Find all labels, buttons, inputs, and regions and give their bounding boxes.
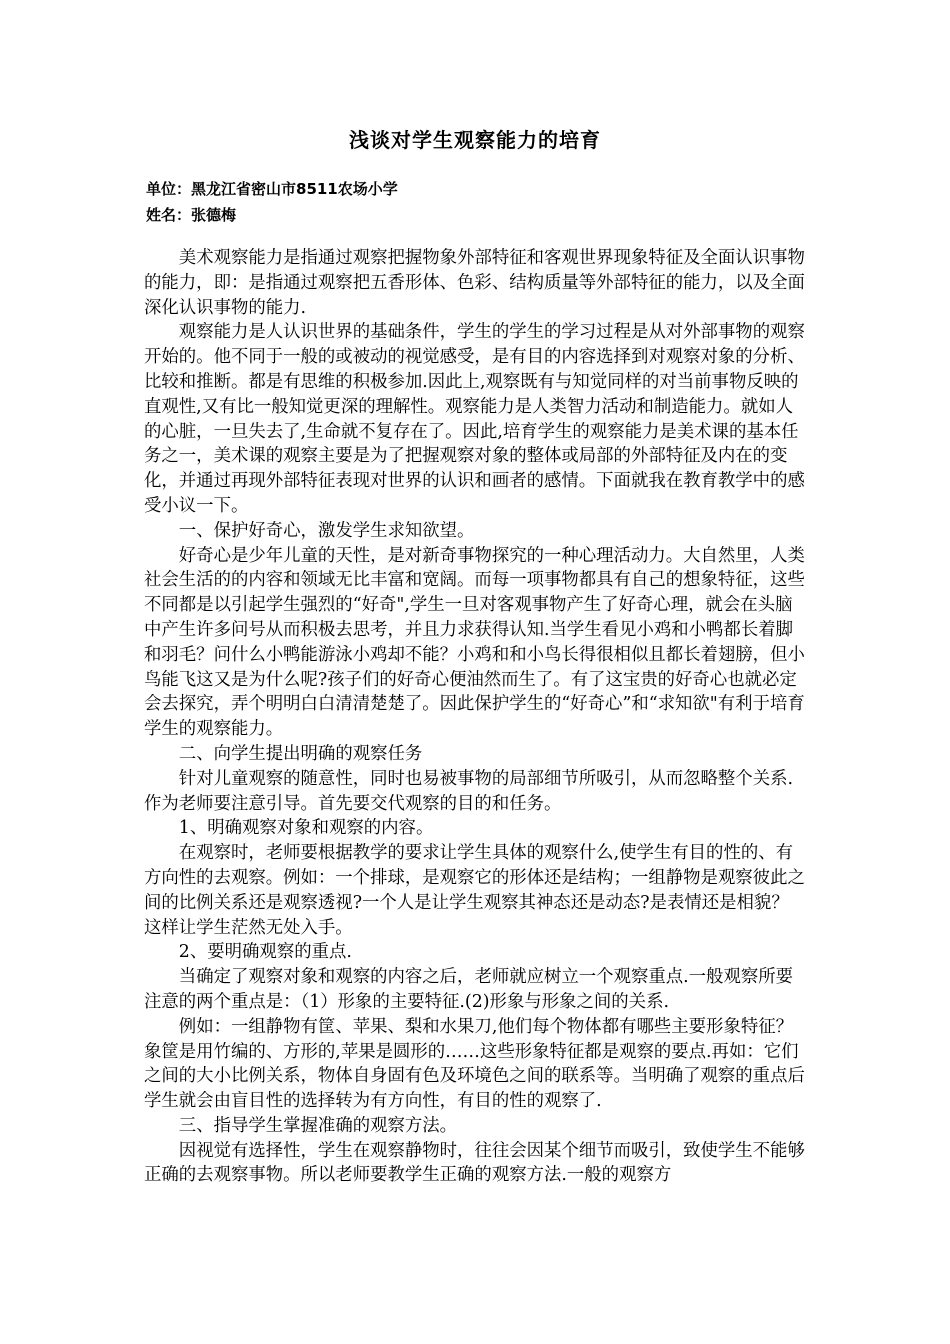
section-heading: 二、向学生提出明确的观察任务 <box>178 743 423 764</box>
author-line: 姓名：张德梅 <box>146 206 237 224</box>
paragraph: 当确定了观察对象和观察的内容之后，老师就应树立一个观察重点.一般观察所要注意的两个重点是：（1）形象的主要特征.(2)形象与形象之间的关系. <box>144 967 794 1012</box>
paragraph: 观察能力是人认识世界的基础条件，学生的学生的学习过程是从对外部事物的观察开始的。他不同于一般的或被动的视觉感受，是有目的内容选择到对观察对象的分析、比较和推断。都是有思维的积极参加.因此上,观察既有与知觉同样的对当前事物反映的直观性,又有比一般知觉更深的理解性。观察能力是人类智力活动和制造能力。就如人的心脏，一旦失去了,生命就不复存在了。因此,培育学生的观察能力是美术课的基本任务之一，美术课的观察主要是为了把握观察对象的整体或局部的外部特征及内在的变化，并通过再现外部特征表现对世界的认识和画者的感情。下面就我在教育教学中的感受小议一下。 <box>144 322 805 516</box>
paragraph: 针对儿童观察的随意性，同时也易被事物的局部细节所吸引，从而忽略整个关系.作为老师要注意引导。首先要交代观察的目的和任务。 <box>144 768 794 814</box>
subsection-heading: 1、明确观察对象和观察的内容。 <box>178 818 434 839</box>
section-heading: 三、指导学生掌握准确的观察方法。 <box>178 1115 458 1136</box>
document-title: 浅谈对学生观察能力的培育 <box>349 128 601 152</box>
paragraph: 美术观察能力是指通过观察把握物象外部特征和客观世界现象特征及全面认识事物的能力，即：是指通过观察把五香形体、色彩、结构质量等外部特征的能力，以及全面深化认识事物的能力. <box>144 248 805 318</box>
paragraph: 好奇心是少年儿童的天性，是对新奇事物探究的一种心理活动力。大自然里，人类社会生活的的内容和领域无比丰富和宽阔。而每一项事物都具有自己的想象特征，这些不同都是以引起学生强烈的“好奇",学生一旦对客观事物产生了好奇心理，就会在头脑中产生许多问号从而积极去思考，并且力求获得认知.当学生看见小鸡和小鸭都长着脚和羽毛？问什么小鸭能游泳小鸡却不能？小鸡和和小鸟长得很相似且都长着翅膀，但小鸟能飞这又是为什么呢?孩子们的好奇心便油然而生了。有了这宝贵的好奇心也就必定会去探究，弄个明明白白清清楚楚了。因此保护学生的“好奇心”和“求知欲"有利于培育学生的观察能力。 <box>144 545 805 740</box>
unit-line: 单位：黑龙江省密山市8511农场小学 <box>146 180 398 198</box>
paragraph: 因视觉有选择性，学生在观察静物时，往往会因某个细节而吸引，致使学生不能够正确的去观察事物。所以老师要教学生正确的观察方法.一般的观察方 <box>144 1140 805 1186</box>
subsection-heading: 2、要明确观察的重点. <box>178 942 352 963</box>
paragraph: 例如：一组静物有筐、苹果、梨和水果刀,他们每个物体都有哪些主要形象特征？象筐是用竹编的、方形的,苹果是圆形的……这些形象特征都是观察的要点.再如：它们之间的大小比例关系，物体自身固有色及环境色之间的联系等。当明确了观察的重点后学生就会由盲目性的选择转为有方向性，有目的性的观察了. <box>144 1016 805 1112</box>
document-body <box>144 246 806 1188</box>
paragraph: 在观察时，老师要根据教学的要求让学生具体的观察什么,使学生有目的性的、有方向性的去观察。例如：一个排球，是观察它的形体还是结构；一组静物是观察彼此之间的比例关系还是观察透视?一个人是让学生观察其神态还是动态?是表情还是相貌？这样让学生茫然无处入手。 <box>144 843 805 938</box>
section-heading: 一、保护好奇心，激发学生求知欲望。 <box>178 520 475 541</box>
